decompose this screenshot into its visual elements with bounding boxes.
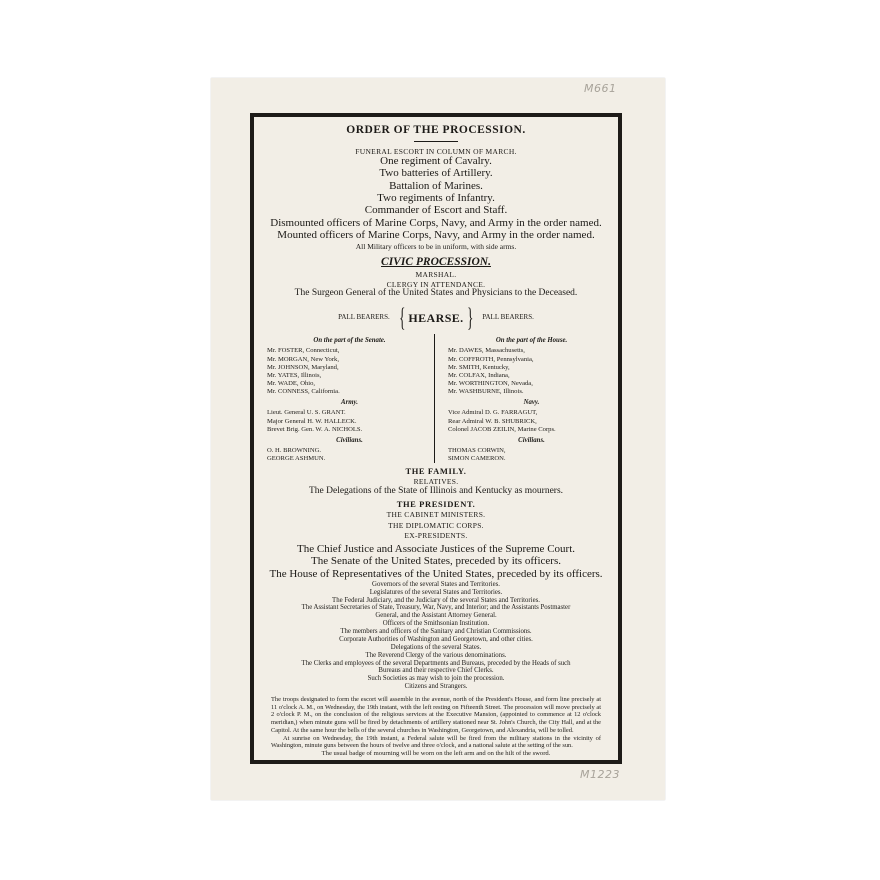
army-bearer: Lieut. General U. S. GRANT. xyxy=(267,409,346,417)
relatives: RELATIVES. xyxy=(413,476,459,486)
catalog-annotation-bottom: M1223 xyxy=(580,768,620,781)
small-order-lines xyxy=(257,581,615,691)
family-heading: THE FAMILY. xyxy=(405,466,467,477)
order-line: The Senate of the United States, preceded by its officers. xyxy=(311,555,561,568)
delegations-line: The Delegations of the State of Illinois and Kentucky as mourners. xyxy=(308,486,564,497)
president-heading: THE PRESIDENT. xyxy=(396,498,476,509)
ex-presidents-line: EX-PRESIDENTS. xyxy=(404,531,468,541)
pall-bearers-right: PALL BEARERS. xyxy=(482,313,534,322)
document-title: ORDER OF THE PROCESSION. xyxy=(346,124,526,136)
house-bearer: Mr. COLFAX, Indiana, xyxy=(448,371,510,379)
civilians-right-list xyxy=(448,447,615,463)
brace-left: { xyxy=(399,302,406,332)
order-line-small: Bureaus and their respective Chief Clerks. xyxy=(378,667,494,675)
order-line-small: Delegations of the several States. xyxy=(390,643,482,651)
column-divider xyxy=(434,334,435,464)
house-bearer: Mr. WORTHINGTON, Nevada, xyxy=(448,379,533,387)
civilian-bearer: SIMON CAMERON. xyxy=(448,455,506,463)
cabinet-line: THE CABINET MINISTERS. xyxy=(386,510,486,520)
escort-header: FUNERAL ESCORT IN COLUMN OF MARCH. xyxy=(355,146,517,156)
civilians-right-heading: Civilians. xyxy=(518,436,545,444)
catalog-annotation-top: M661 xyxy=(584,82,617,95)
order-line-small: Citizens and Strangers. xyxy=(404,683,468,691)
pall-bearers-left: PALL BEARERS. xyxy=(338,313,390,322)
badge-line: The usual badge of mourning will be worn on the left arm and on the hilt of the sword. xyxy=(321,749,551,757)
escort-item: Mounted officers of Marine Corps, Navy, and Army in the order named. xyxy=(277,228,595,241)
senate-bearer: Mr. WADE, Ohio, xyxy=(267,379,316,387)
order-line-small: Such Societies as may wish to join the procession. xyxy=(367,675,505,683)
senate-bearer: Mr. MORGAN, New York, xyxy=(267,355,339,363)
escort-item: Dismounted officers of Marine Corps, Navy, and Army in the order named. xyxy=(270,216,602,229)
escort-item: Two batteries of Artillery. xyxy=(379,167,493,180)
military-note: All Military officers to be in uniform, with side arms. xyxy=(355,242,517,252)
army-bearer: Major General H. W. HALLECK. xyxy=(267,417,357,425)
senate-bearer: Mr. FOSTER, Connecticut, xyxy=(267,347,340,355)
order-line-small: The Assistant Secretaries of State, Treasury, War, Navy, and Interior; and the Assistants Postmaster xyxy=(301,604,571,612)
senate-list xyxy=(267,347,432,395)
navy-bearer: Rear Admiral W. B. SHUBRICK, xyxy=(448,417,537,425)
order-line-small: Corporate Authorities of Washington and Georgetown, and other cities. xyxy=(339,635,533,643)
escort-item: Battalion of Marines. xyxy=(389,179,483,192)
house-bearer: Mr. SMITH, Kentucky, xyxy=(448,363,510,371)
house-bearer: Mr. WASHBURNE, Illinois. xyxy=(448,387,524,395)
army-list xyxy=(267,409,432,433)
civilians-left-heading: Civilians. xyxy=(336,436,363,444)
order-line-small: The Federal Judiciary, and the Judiciary of the several States and Territories. xyxy=(332,596,540,604)
left-column xyxy=(257,334,436,464)
house-bearer: Mr. COFFROTH, Pennsylvania, xyxy=(448,355,534,363)
navy-heading: Navy. xyxy=(523,398,540,406)
order-line-small: The members and officers of the Sanitary and Christian Commissions. xyxy=(340,628,532,636)
civilian-bearer: THOMAS CORWIN, xyxy=(448,447,506,455)
civilian-bearer: O. H. BROWNING. xyxy=(267,447,322,455)
house-list xyxy=(448,347,615,395)
escort-item: One regiment of Cavalry. xyxy=(380,155,492,167)
order-line-small: Legislatures of the several States and Territories. xyxy=(369,588,503,596)
navy-bearer: Vice Admiral D. G. FARRAGUT, xyxy=(448,409,538,417)
clergy: CLERGY IN ATTENDANCE. xyxy=(386,279,486,289)
navy-list xyxy=(448,409,615,433)
escort-item: Two regiments of Infantry. xyxy=(377,191,495,204)
diplomatic-line: THE DIPLOMATIC CORPS. xyxy=(388,520,484,530)
order-line-small: The Clerks and employees of the several Departments and Bureaus, preceded by the Heads of such xyxy=(301,659,571,667)
order-line-small: General, and the Assistant Attorney General. xyxy=(375,612,497,620)
senate-bearer: Mr. CONNESS, California. xyxy=(267,387,340,395)
civilian-bearer: GEORGE ASHMUN. xyxy=(267,455,326,463)
order-line-small: Officers of the Smithsonian Institution. xyxy=(382,620,490,628)
salute-paragraph: At sunrise on Wednesday, the 19th instant, a Federal salute will be fired from the military stations in the vicinity of Washington, minute guns between the hours of twelve and three o'clock, and a national salute at the setting of the sun. xyxy=(271,734,601,750)
house-heading: On the part of the House. xyxy=(495,336,568,344)
civilians-left-list xyxy=(267,447,432,463)
title-rule xyxy=(414,141,458,142)
assembly-paragraph: The troops designated to form the escort will assemble in the avenue, north of the President's House, and form line precisely at 11 o'clock A. M., on Wednesday, the 19th instant, with the left resting on Fifteenth Street. The procession will move precisely at 2 o'clock P. M., on the conclusion of the religious services at the Executive Mansion, (appointed to commence at 12 o'clock meridian,) when minute guns will be fired by detachments of artillery stationed near St. John's Church, the City Hall, and at the Capitol. At the same hour the bells of the several churches in Washington, Georgetown, and Alexandria, will be tolled. xyxy=(271,696,601,734)
right-column xyxy=(436,334,615,464)
order-lines xyxy=(257,543,615,580)
escort-item: Commander of Escort and Staff. xyxy=(364,204,508,217)
house-bearer: Mr. DAWES, Massachusetts, xyxy=(448,347,525,355)
document-body xyxy=(257,120,615,758)
brace-right: } xyxy=(466,302,473,332)
order-line-small: Governors of the several States and Territories. xyxy=(372,580,500,588)
senate-bearer: Mr. JOHNSON, Maryland, xyxy=(267,363,339,371)
order-line: The House of Representatives of the United States, preceded by its officers. xyxy=(269,567,603,580)
pall-bearer-columns xyxy=(257,334,615,464)
escort-list xyxy=(257,155,615,241)
army-bearer: Brevet Brig. Gen. W. A. NICHOLS. xyxy=(267,425,363,433)
order-line-small: The Reverend Clergy of the various denominations. xyxy=(365,651,507,659)
surgeon-line: The Surgeon General of the United States and Physicians to the Deceased. xyxy=(294,288,578,299)
marshal: MARSHAL. xyxy=(415,270,457,280)
order-line: The Chief Justice and Associate Justices of the Supreme Court. xyxy=(297,542,575,555)
hearse-row xyxy=(257,302,615,332)
hearse-label: HEARSE. xyxy=(408,310,464,325)
army-heading: Army. xyxy=(341,398,358,406)
navy-bearer: Colonel JACOB ZEILIN, Marine Corps. xyxy=(448,425,556,433)
senate-bearer: Mr. YATES, Illinois, xyxy=(267,371,322,379)
civic-title: CIVIC PROCESSION. xyxy=(381,255,491,268)
senate-heading: On the part of the Senate. xyxy=(313,336,386,344)
